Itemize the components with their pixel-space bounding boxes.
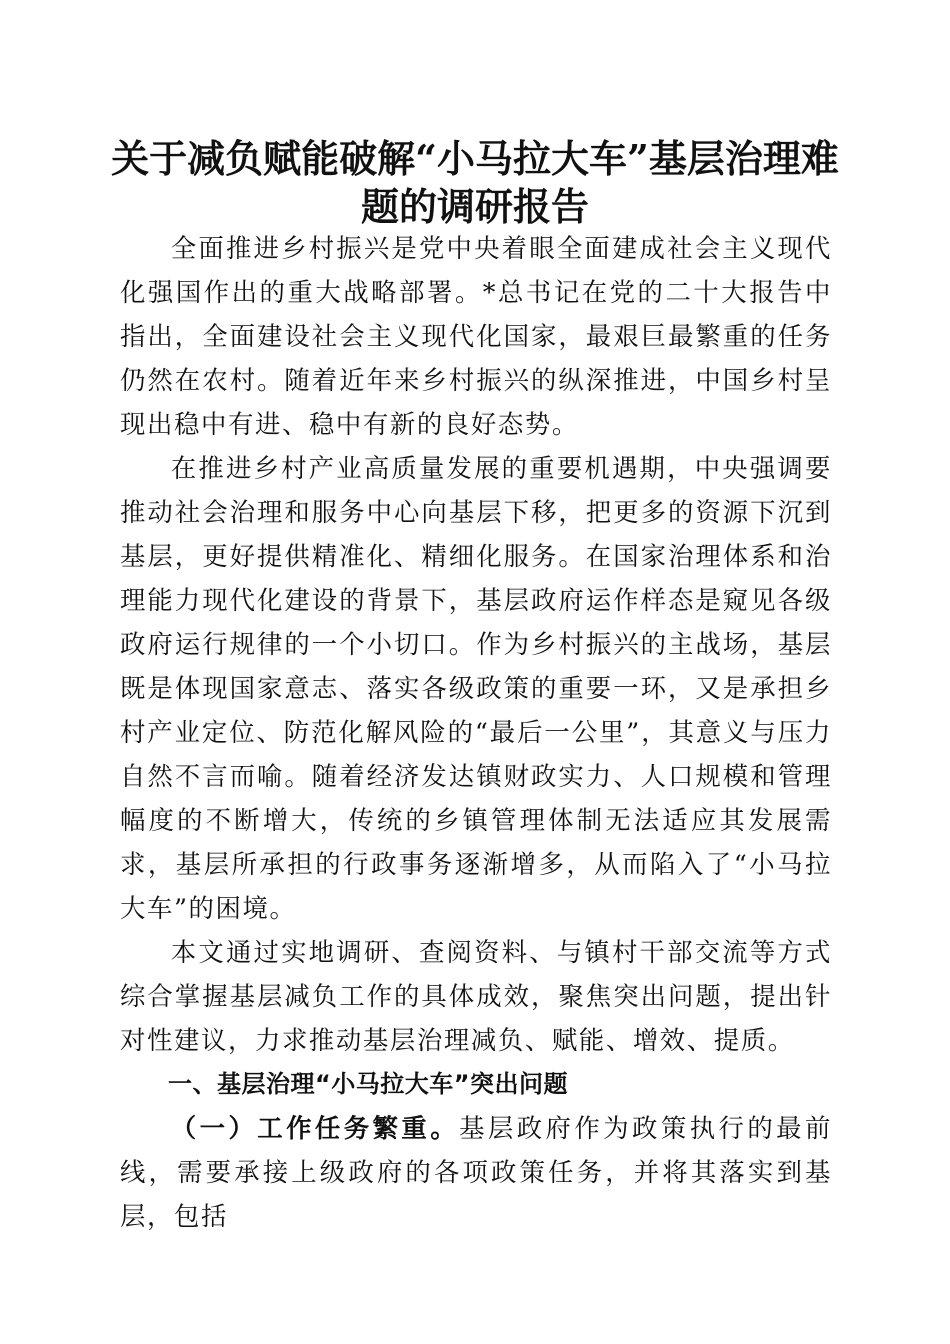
subsection-text: 基层政府作为政策执行的最前线，需要承接上级政府的各项政策任务，并将其落实到基层，包括 [120, 1113, 832, 1231]
section-heading: 一、基层治理“小马拉大车”突出问题 [168, 1070, 569, 1098]
paragraph-method: 本文通过实地调研、查阅资料、与镇村干部交流等方式综合掌握基层减负工作的具体成效，聚焦突出问题，提出针对性建议，力求推动基层治理减负、赋能、增效、提质。 [120, 937, 832, 1055]
document-title-line-2: 题的调研报告 [360, 184, 589, 229]
document-body [120, 226, 832, 1238]
subsection-paragraph [120, 1106, 832, 1238]
subsection-lead: （一）工作任务繁重。 [170, 1113, 460, 1143]
paragraph-intro: 全面推进乡村振兴是党中央着眼全面建成社会主义现代化强国作出的重大战略部署。*总书记在党的二十大报告中指出，全面建设社会主义现代化国家，最艰巨最繁重的任务仍然在农村。随着近年来乡村振兴的纵深推进，中国乡村呈现出稳中有进、稳中有新的良好态势。 [120, 233, 832, 439]
paragraph-background: 在推进乡村产业高质量发展的重要机遇期，中央强调要推动社会治理和服务中心向基层下移，把更多的资源下沉到基层，更好提供精准化、精细化服务。在国家治理体系和治理能力现代化建设的背景下，基层政府运作样态是窥见各级政府运行规律的一个小切口。作为乡村振兴的主战场，基层既是体现国家意志、落实各级政策的重要一环，又是承担乡村产业定位、防范化解风险的“最后一公里”，其意义与压力自然不言而喻。随着经济发达镇财政实力、人口规模和管理幅度的不断增大，传统的乡镇管理体制无法适应其发展需求，基层所承担的行政事务逐渐增多，从而陷入了“小马拉大车”的困境。 [120, 453, 832, 923]
document-title-line-1: 关于减负赋能破解“小马拉大车”基层治理难 [111, 136, 839, 181]
